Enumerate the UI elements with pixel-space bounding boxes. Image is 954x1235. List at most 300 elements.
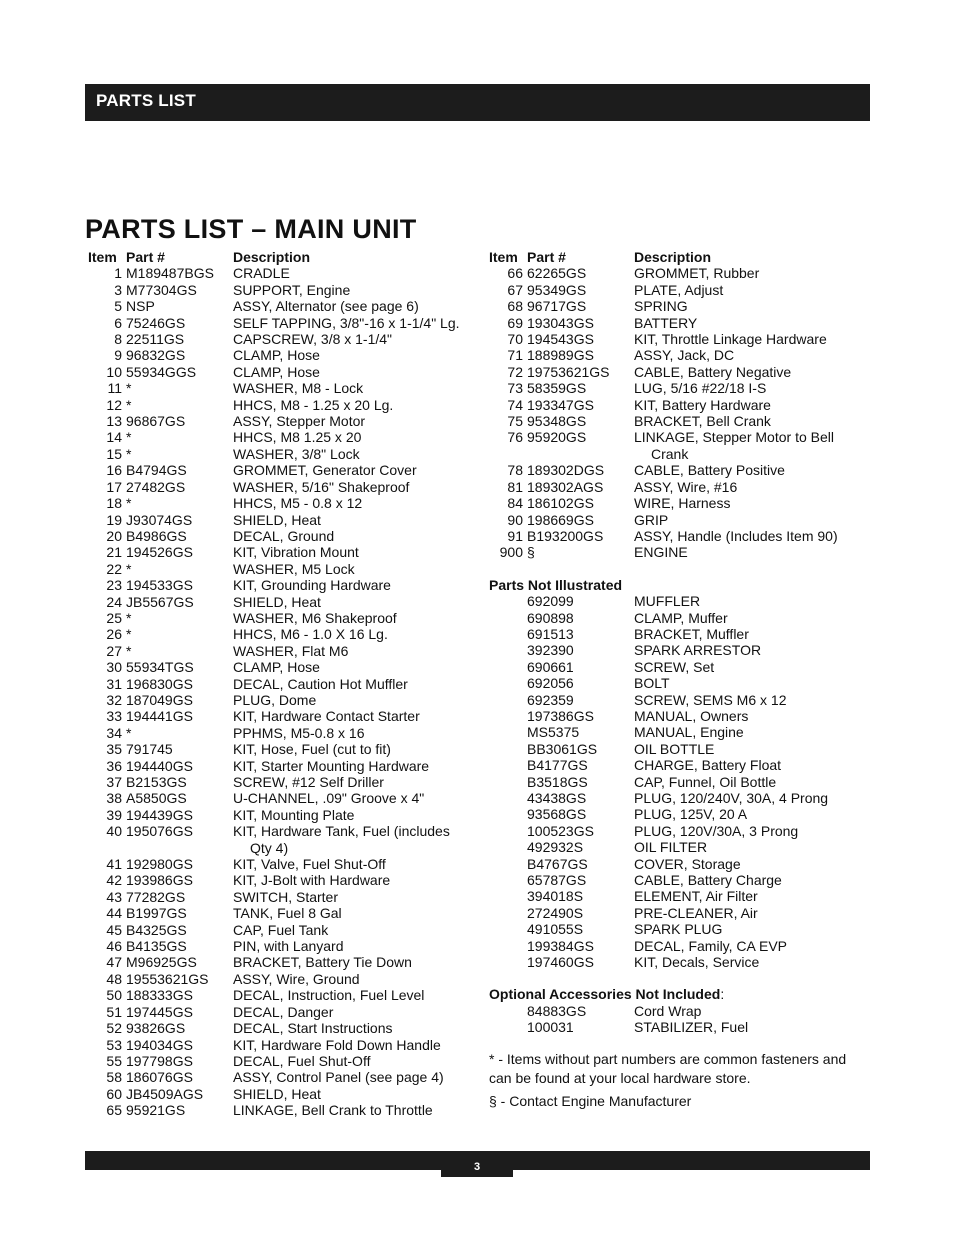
table-row bbox=[489, 888, 874, 904]
part-description bbox=[634, 1019, 874, 1035]
table-row bbox=[88, 692, 473, 708]
part-description-text: U-CHANNEL, .09" Groove x 4" bbox=[233, 790, 425, 807]
part-description bbox=[233, 495, 473, 511]
not-illustrated-rows bbox=[489, 593, 874, 970]
part-number: B4325GS bbox=[126, 921, 187, 938]
column-header-item: Item bbox=[489, 249, 518, 265]
table-row bbox=[88, 528, 473, 544]
table-row bbox=[88, 298, 473, 314]
part-description bbox=[634, 839, 874, 855]
table-row bbox=[489, 757, 874, 773]
table-row bbox=[489, 724, 874, 740]
part-description bbox=[634, 675, 874, 691]
item-number-empty bbox=[489, 774, 527, 790]
part-description-text: DECAL, Caution Hot Muffler bbox=[233, 675, 408, 692]
part-description-text: SPARK ARRESTOR bbox=[634, 642, 762, 659]
table-row bbox=[88, 429, 473, 445]
item-number: 22 bbox=[106, 560, 122, 577]
part-number: 492932S bbox=[527, 839, 584, 856]
part-description-text: BRACKET, Muffler bbox=[634, 625, 749, 642]
part-description bbox=[634, 462, 874, 478]
part-description-text: PLUG, 125V, 20 A bbox=[634, 806, 748, 823]
part-description-text: LINKAGE, Stepper Motor to Bell bbox=[634, 429, 834, 446]
part-description-text: PPHMS, M5-0.8 x 16 bbox=[233, 724, 365, 741]
part-number: * bbox=[126, 380, 132, 397]
table-row bbox=[489, 659, 874, 675]
part-number: * bbox=[126, 642, 132, 659]
table-row bbox=[489, 282, 874, 298]
part-description bbox=[634, 921, 874, 937]
parts-rows-left bbox=[88, 265, 473, 1118]
part-description-text: PRE-CLEANER, Air bbox=[634, 904, 758, 921]
part-description-text: CRADLE bbox=[233, 265, 290, 282]
table-row bbox=[489, 495, 874, 511]
part-number: 43438GS bbox=[527, 790, 587, 806]
part-number: 95348GS bbox=[527, 413, 587, 430]
part-description bbox=[233, 692, 473, 708]
part-description bbox=[634, 479, 874, 495]
item-number: 9 bbox=[114, 347, 122, 364]
part-number: 95921GS bbox=[126, 1102, 186, 1119]
part-description-text: HHCS, M8 1.25 x 20 bbox=[233, 429, 362, 446]
item-number: 30 bbox=[106, 659, 122, 676]
part-description bbox=[634, 806, 874, 822]
part-number: 272490S bbox=[527, 904, 584, 921]
table-row bbox=[489, 610, 874, 626]
table-row bbox=[489, 397, 874, 413]
part-description-text: ASSY, Jack, DC bbox=[634, 347, 735, 364]
item-number: 73 bbox=[507, 380, 523, 397]
part-description bbox=[233, 298, 473, 314]
part-number: 95349GS bbox=[527, 281, 587, 298]
part-description-text: KIT, Battery Hardware bbox=[634, 396, 771, 413]
table-row bbox=[88, 397, 473, 413]
part-description-text: SUPPORT, Engine bbox=[233, 281, 351, 298]
part-description bbox=[233, 954, 473, 970]
part-number: 100031 bbox=[527, 1019, 574, 1036]
table-row bbox=[88, 413, 473, 429]
page-number: 3 bbox=[441, 1151, 513, 1177]
part-description bbox=[634, 397, 874, 413]
part-description-text: ASSY, Alternator (see page 6) bbox=[233, 298, 419, 315]
part-number: J93074GS bbox=[126, 511, 193, 528]
part-number: 55934GGS bbox=[126, 363, 197, 380]
part-description bbox=[634, 495, 874, 511]
part-description bbox=[634, 642, 874, 658]
part-description-continued: Qty 4) bbox=[250, 839, 289, 856]
part-description bbox=[634, 610, 874, 626]
part-number: 62265GS bbox=[527, 265, 587, 282]
part-description bbox=[634, 741, 874, 757]
optional-title-text: Optional Accessories Not Included bbox=[489, 986, 721, 1003]
part-description-text: STABILIZER, Fuel bbox=[634, 1019, 749, 1036]
part-number: B4794GS bbox=[126, 462, 187, 479]
part-number: 194543GS bbox=[527, 331, 594, 348]
table-row bbox=[88, 708, 473, 724]
table-row bbox=[88, 380, 473, 396]
part-description-text: KIT, Grounding Hardware bbox=[233, 577, 391, 594]
part-description-text: WASHER, 3/8" Lock bbox=[233, 445, 360, 462]
part-number: NSP bbox=[126, 298, 155, 315]
table-row bbox=[489, 823, 874, 839]
optional-title-colon: : bbox=[720, 986, 725, 1003]
part-number: JB4509AGS bbox=[126, 1085, 204, 1102]
table-row bbox=[88, 331, 473, 347]
part-number: 194439GS bbox=[126, 806, 193, 823]
part-description-text: CABLE, Battery Charge bbox=[634, 872, 782, 889]
part-number: 55934TGS bbox=[126, 659, 194, 676]
optional-accessories-title bbox=[489, 986, 874, 1002]
table-header bbox=[88, 249, 473, 265]
part-number: B4177GS bbox=[527, 757, 588, 774]
item-number: 6 bbox=[114, 314, 122, 331]
item-number-empty bbox=[489, 921, 527, 937]
item-number: 17 bbox=[106, 478, 122, 495]
part-description-text: MANUAL, Engine bbox=[634, 724, 744, 741]
table-row bbox=[88, 659, 473, 675]
part-description-text: DECAL, Family, CA EVP bbox=[634, 937, 788, 954]
table-row bbox=[489, 741, 874, 757]
part-number: 690661 bbox=[527, 658, 574, 675]
parts-rows-right bbox=[489, 265, 874, 560]
table-row bbox=[88, 1004, 473, 1020]
item-number: 15 bbox=[106, 445, 122, 462]
part-description bbox=[233, 922, 473, 938]
table-row bbox=[88, 1086, 473, 1102]
part-description-text: KIT, Hardware Tank, Fuel (includes bbox=[233, 823, 450, 840]
item-number: 42 bbox=[106, 872, 122, 889]
part-number: 96832GS bbox=[126, 347, 186, 364]
part-description bbox=[233, 626, 473, 642]
part-description-text: DECAL, Ground bbox=[233, 527, 335, 544]
page-title: PARTS LIST – MAIN UNIT bbox=[85, 214, 417, 244]
part-description-text: PLUG, 120/240V, 30A, 4 Prong bbox=[634, 790, 829, 806]
part-description bbox=[634, 282, 874, 298]
table-row bbox=[489, 331, 874, 347]
item-number-empty bbox=[489, 888, 527, 904]
table-row bbox=[88, 1037, 473, 1053]
item-number: 50 bbox=[106, 987, 122, 1004]
part-description bbox=[233, 462, 473, 478]
item-number: 67 bbox=[507, 281, 523, 298]
table-row bbox=[489, 380, 874, 396]
table-row bbox=[489, 462, 874, 478]
table-row bbox=[489, 708, 874, 724]
table-row bbox=[489, 1019, 874, 1035]
item-number: 1 bbox=[114, 265, 122, 282]
item-number-empty bbox=[489, 610, 527, 626]
part-number: 93568GS bbox=[527, 806, 587, 823]
part-description bbox=[233, 823, 473, 856]
part-description bbox=[634, 315, 874, 331]
table-row bbox=[88, 512, 473, 528]
table-row bbox=[489, 806, 874, 822]
item-number-empty bbox=[489, 1019, 527, 1035]
part-description bbox=[634, 593, 874, 609]
part-description bbox=[233, 971, 473, 987]
part-number: * bbox=[126, 396, 132, 413]
part-number: 692056 bbox=[527, 675, 574, 692]
table-row bbox=[88, 561, 473, 577]
part-description-text: SHIELD, Heat bbox=[233, 1085, 321, 1102]
part-description bbox=[634, 364, 874, 380]
part-description bbox=[233, 265, 473, 281]
item-number: 81 bbox=[507, 478, 523, 495]
table-row bbox=[88, 938, 473, 954]
part-description bbox=[233, 347, 473, 363]
part-number: A5850GS bbox=[126, 790, 187, 807]
part-number: M96925GS bbox=[126, 954, 197, 971]
part-number: 96717GS bbox=[527, 298, 587, 315]
part-description-text: BRACKET, Battery Tie Down bbox=[233, 954, 412, 971]
table-row bbox=[88, 1069, 473, 1085]
part-number: 392390 bbox=[527, 642, 574, 659]
part-number: B193200GS bbox=[527, 527, 604, 544]
table-row bbox=[489, 544, 874, 560]
table-row bbox=[88, 954, 473, 970]
part-number: 197445GS bbox=[126, 1003, 193, 1020]
header-bar bbox=[85, 84, 870, 121]
part-number: * bbox=[126, 609, 132, 626]
part-description bbox=[634, 265, 874, 281]
part-number: 196830GS bbox=[126, 675, 193, 692]
table-row bbox=[88, 1053, 473, 1069]
table-row bbox=[88, 987, 473, 1003]
part-number: 96867GS bbox=[126, 413, 186, 430]
item-number: 68 bbox=[507, 298, 523, 315]
item-number: 55 bbox=[106, 1052, 122, 1069]
column-header-part: Part # bbox=[126, 249, 165, 265]
part-description-text: GROMMET, Generator Cover bbox=[233, 462, 417, 479]
item-number-empty bbox=[489, 724, 527, 740]
part-description bbox=[634, 692, 874, 708]
part-description-text: DECAL, Fuel Shut-Off bbox=[233, 1052, 371, 1069]
part-number: 194533GS bbox=[126, 577, 193, 594]
part-description-text: DECAL, Danger bbox=[233, 1003, 334, 1020]
part-description bbox=[233, 1037, 473, 1053]
part-description bbox=[233, 282, 473, 298]
part-description-text: SCREW, #12 Self Driller bbox=[233, 774, 384, 790]
table-row bbox=[489, 413, 874, 429]
table-header bbox=[489, 249, 874, 265]
part-description bbox=[233, 807, 473, 823]
table-row bbox=[489, 642, 874, 658]
part-description bbox=[634, 528, 874, 544]
column-header-item: Item bbox=[88, 249, 117, 265]
part-description-text: SWITCH, Starter bbox=[233, 888, 339, 905]
part-description-text: SELF TAPPING, 3/8"-16 x 1-1/4" Lg. bbox=[233, 314, 460, 331]
item-number: 76 bbox=[507, 429, 523, 446]
item-number: 25 bbox=[106, 609, 122, 626]
part-description-text: KIT, Decals, Service bbox=[634, 954, 760, 971]
part-description-text: WASHER, M8 - Lock bbox=[233, 380, 364, 397]
table-row bbox=[88, 462, 473, 478]
part-description bbox=[233, 856, 473, 872]
part-description bbox=[634, 774, 874, 790]
part-description bbox=[233, 577, 473, 593]
item-number: 40 bbox=[106, 823, 122, 840]
part-number: * bbox=[126, 560, 132, 577]
column-header-description: Description bbox=[634, 249, 712, 265]
item-number-empty bbox=[489, 938, 527, 954]
part-description bbox=[233, 725, 473, 741]
item-number: 5 bbox=[114, 298, 122, 315]
part-number: * bbox=[126, 429, 132, 446]
part-number: 189302AGS bbox=[527, 478, 604, 495]
part-description-text: WASHER, M5 Lock bbox=[233, 560, 355, 577]
part-description-text: WASHER, 5/16" Shakeproof bbox=[233, 478, 410, 495]
part-number: 93826GS bbox=[126, 1020, 186, 1037]
part-description-text: ASSY, Handle (Includes Item 90) bbox=[634, 527, 838, 544]
table-row bbox=[88, 594, 473, 610]
table-row bbox=[489, 921, 874, 937]
part-description-text: CAP, Funnel, Oil Bottle bbox=[634, 773, 777, 790]
table-row bbox=[88, 282, 473, 298]
item-number: 91 bbox=[507, 527, 523, 544]
part-number: 692359 bbox=[527, 691, 574, 708]
part-description-text: GRIP bbox=[634, 511, 669, 528]
part-description bbox=[634, 888, 874, 904]
item-number: 11 bbox=[107, 380, 122, 397]
part-number: M189487BGS bbox=[126, 265, 214, 282]
part-number: 19753621GS bbox=[527, 363, 610, 380]
part-description-text: ENGINE bbox=[634, 544, 688, 561]
part-number: 22511GS bbox=[126, 331, 185, 348]
part-description bbox=[233, 1053, 473, 1069]
item-number-empty bbox=[489, 642, 527, 658]
table-row bbox=[88, 364, 473, 380]
part-number: 692099 bbox=[527, 593, 574, 610]
table-row bbox=[88, 872, 473, 888]
part-description bbox=[233, 544, 473, 560]
table-row bbox=[489, 626, 874, 642]
part-description bbox=[233, 610, 473, 626]
item-number: 47 bbox=[106, 954, 122, 971]
item-number-empty bbox=[489, 872, 527, 888]
parts-table-right bbox=[489, 249, 874, 1109]
item-number: 39 bbox=[106, 806, 122, 823]
table-row bbox=[88, 922, 473, 938]
part-description-text: HHCS, M8 - 1.25 x 20 Lg. bbox=[233, 396, 394, 413]
part-description-text: KIT, J-Bolt with Hardware bbox=[233, 872, 391, 889]
part-number: * bbox=[126, 445, 132, 462]
part-description bbox=[634, 429, 874, 462]
part-number: 189302DGS bbox=[527, 462, 605, 479]
item-number: 45 bbox=[106, 921, 122, 938]
table-row bbox=[489, 528, 874, 544]
table-row bbox=[88, 495, 473, 511]
item-number: 33 bbox=[106, 708, 122, 725]
table-row bbox=[489, 347, 874, 363]
item-number: 32 bbox=[106, 691, 122, 708]
part-description bbox=[233, 561, 473, 577]
part-number: 186076GS bbox=[126, 1069, 193, 1086]
part-description bbox=[634, 331, 874, 347]
part-description bbox=[233, 429, 473, 445]
item-number-empty bbox=[489, 905, 527, 921]
part-description-text: KIT, Starter Mounting Hardware bbox=[233, 757, 430, 774]
item-number-empty bbox=[489, 856, 527, 872]
item-number-empty bbox=[489, 675, 527, 691]
part-description-text: ASSY, Stepper Motor bbox=[233, 413, 366, 430]
part-description bbox=[634, 708, 874, 724]
part-description bbox=[634, 626, 874, 642]
item-number: 13 bbox=[106, 413, 122, 430]
part-number: 195076GS bbox=[126, 823, 193, 840]
table-row bbox=[489, 938, 874, 954]
part-description-text: PIN, with Lanyard bbox=[233, 938, 344, 955]
table-row bbox=[489, 839, 874, 855]
part-description-text: KIT, Throttle Linkage Hardware bbox=[634, 331, 827, 348]
part-number: 197460GS bbox=[527, 954, 594, 971]
item-number: 27 bbox=[106, 642, 122, 659]
item-number: 38 bbox=[106, 790, 122, 807]
item-number: 60 bbox=[106, 1085, 122, 1102]
part-description-text: DECAL, Instruction, Fuel Level bbox=[233, 987, 425, 1004]
item-number: 19 bbox=[106, 511, 122, 528]
part-description-text: WASHER, Flat M6 bbox=[233, 642, 349, 659]
table-row bbox=[489, 774, 874, 790]
part-description-text: CAPSCREW, 3/8 x 1-1/4" bbox=[233, 331, 393, 348]
part-description bbox=[233, 741, 473, 757]
part-number: 75246GS bbox=[126, 314, 186, 331]
part-description-text: ASSY, Control Panel (see page 4) bbox=[233, 1069, 444, 1086]
part-description bbox=[233, 479, 473, 495]
not-illustrated-title: Parts Not Illustrated bbox=[489, 576, 623, 593]
item-number: 48 bbox=[106, 970, 122, 987]
part-description bbox=[233, 446, 473, 462]
part-description bbox=[233, 708, 473, 724]
table-row bbox=[88, 544, 473, 560]
part-description bbox=[634, 512, 874, 528]
part-number: 193043GS bbox=[527, 314, 594, 331]
part-number: 690898 bbox=[527, 609, 574, 626]
table-row bbox=[88, 889, 473, 905]
part-description bbox=[233, 938, 473, 954]
part-number: M77304GS bbox=[126, 281, 197, 298]
asterisk-note: * - Items without part numbers are common fasteners and can be found at your local hardware store. bbox=[489, 1050, 847, 1086]
part-description bbox=[233, 528, 473, 544]
part-description bbox=[634, 298, 874, 314]
item-number-empty bbox=[489, 839, 527, 855]
part-description-text: SPARK PLUG bbox=[634, 921, 723, 938]
table-row bbox=[88, 643, 473, 659]
part-number: 188333GS bbox=[126, 987, 193, 1004]
part-description-text: WIRE, Harness bbox=[634, 495, 731, 512]
table-row bbox=[489, 315, 874, 331]
item-number: 34 bbox=[106, 724, 122, 741]
table-row bbox=[489, 954, 874, 970]
part-number: 58359GS bbox=[527, 380, 587, 397]
part-description bbox=[634, 757, 874, 773]
item-number: 75 bbox=[507, 413, 523, 430]
part-description-text: CAP, Fuel Tank bbox=[233, 921, 329, 938]
item-number-empty bbox=[489, 806, 527, 822]
part-description bbox=[634, 659, 874, 675]
part-description-text: Cord Wrap bbox=[634, 1002, 702, 1019]
item-number: 53 bbox=[106, 1036, 122, 1053]
part-description-text: PLUG, Dome bbox=[233, 691, 317, 708]
table-row bbox=[489, 364, 874, 380]
part-description bbox=[634, 872, 874, 888]
table-row bbox=[489, 1003, 874, 1019]
item-number-empty bbox=[489, 692, 527, 708]
part-description-text: OIL BOTTLE bbox=[634, 740, 715, 757]
item-number: 44 bbox=[106, 905, 122, 922]
table-row bbox=[489, 790, 874, 806]
part-description-text: SCREW, Set bbox=[634, 658, 715, 675]
part-description-text: MANUAL, Owners bbox=[634, 707, 749, 724]
